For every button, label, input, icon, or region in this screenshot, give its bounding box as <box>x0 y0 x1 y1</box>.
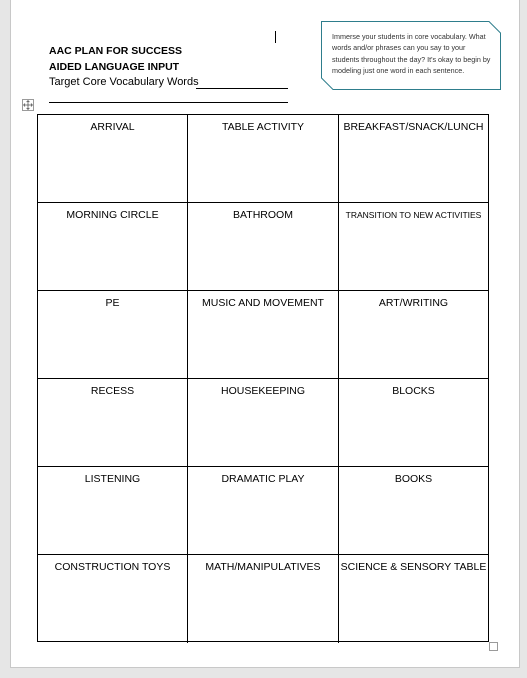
table-cell-construction-toys[interactable] <box>38 555 188 643</box>
cell-label: BATHROOM <box>233 209 293 221</box>
cell-label: CONSTRUCTION TOYS <box>54 561 171 573</box>
table-cell-arrival[interactable] <box>38 115 188 203</box>
cell-label: LISTENING <box>84 473 141 485</box>
table-cell-blocks[interactable] <box>339 379 488 467</box>
document-title: AAC PLAN FOR SUCCESS <box>49 45 183 57</box>
callout-textbox[interactable] <box>321 21 501 90</box>
cell-label: BOOKS <box>394 473 433 485</box>
table-cell-music-and-movement[interactable] <box>188 291 339 379</box>
table-cell-math-manipulatives[interactable] <box>188 555 339 643</box>
move-arrows-icon[interactable] <box>22 99 34 111</box>
cell-label: TRANSITION TO NEW ACTIVITIES <box>345 210 482 220</box>
target-vocabulary-second-line <box>49 102 288 103</box>
table-cell-books[interactable] <box>339 467 488 555</box>
table-cell-dramatic-play[interactable] <box>188 467 339 555</box>
table-cell-pe[interactable] <box>38 291 188 379</box>
text-cursor <box>275 31 276 43</box>
cell-label: ART/WRITING <box>378 297 449 309</box>
cell-label: BLOCKS <box>392 385 435 397</box>
cell-label: SCIENCE & SENSORY TABLE <box>340 561 487 573</box>
cell-label: BREAKFAST/SNACK/LUNCH <box>343 121 484 133</box>
table-cell-art-writing[interactable] <box>339 291 488 379</box>
resize-icon[interactable] <box>489 642 498 651</box>
cell-label: PE <box>105 297 120 309</box>
activity-table <box>37 114 489 642</box>
table-cell-bathroom[interactable] <box>188 203 339 291</box>
table-cell-transition[interactable] <box>339 203 488 291</box>
table-cell-science-sensory-table[interactable] <box>339 555 488 643</box>
cell-label: MUSIC AND MOVEMENT <box>202 297 324 309</box>
cell-label: MATH/MANIPULATIVES <box>205 561 321 573</box>
table-cell-breakfast-snack-lunch[interactable] <box>339 115 488 203</box>
cell-label: HOUSEKEEPING <box>220 385 306 397</box>
table-cell-recess[interactable] <box>38 379 188 467</box>
cell-label: ARRIVAL <box>90 121 135 133</box>
callout-text: Immerse your students in core vocabulary. What words and/or phrases can you say to your students throughout the day? It's okay to begin by modeling just one word in each sentence. <box>332 32 491 76</box>
cell-label: DRAMATIC PLAY <box>221 473 305 485</box>
table-cell-housekeeping[interactable] <box>188 379 339 467</box>
cell-label: TABLE ACTIVITY <box>221 121 305 133</box>
table-cell-morning-circle[interactable] <box>38 203 188 291</box>
table-cell-table-activity[interactable] <box>188 115 339 203</box>
cell-label: MORNING CIRCLE <box>66 209 159 221</box>
target-vocabulary-label: Target Core Vocabulary Words <box>49 76 199 88</box>
target-vocabulary-blank-line <box>196 88 288 89</box>
table-cell-listening[interactable] <box>38 467 188 555</box>
cell-label: RECESS <box>90 385 135 397</box>
document-subtitle: AIDED LANGUAGE INPUT <box>49 61 180 73</box>
